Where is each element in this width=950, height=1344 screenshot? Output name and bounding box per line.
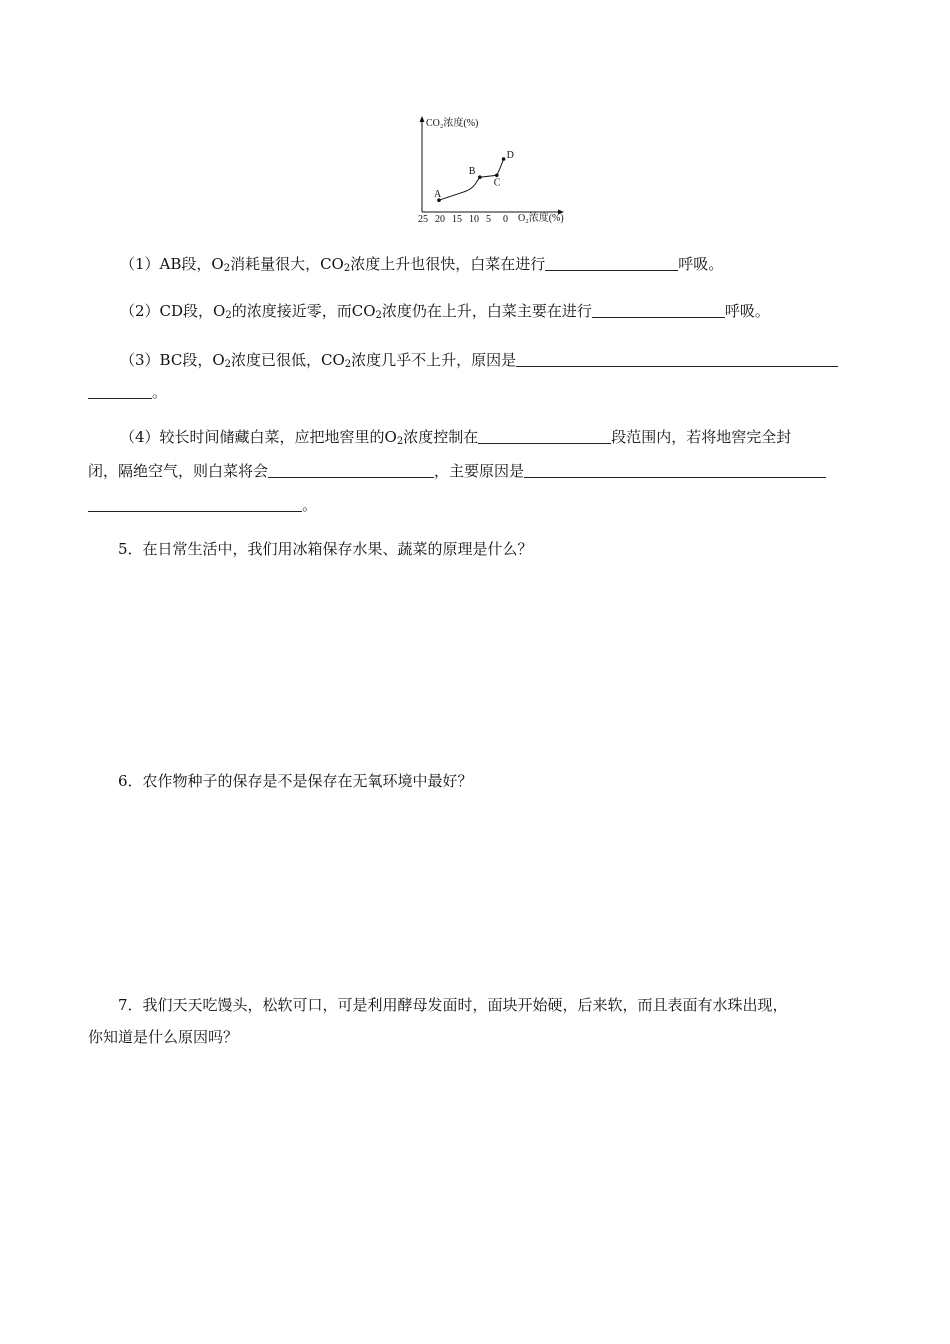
x-tick-label: 10 <box>469 214 479 225</box>
q4-sub3-text-c: 浓度几乎不上升，原因是 <box>351 351 517 369</box>
answer-blank[interactable] <box>88 384 152 399</box>
point-label-A: A <box>434 189 442 201</box>
q4-sub1-text-a: （1）AB段，O <box>120 255 224 273</box>
q4-sub2-text-b: 的浓度接近零，而CO <box>231 302 376 320</box>
q4-sub4-text-c: 段范围内，若将地窖完全封 <box>611 428 792 446</box>
q4-sub4-text-f: 。 <box>302 496 318 514</box>
subscript: 2 <box>343 263 351 274</box>
q4-sub4-text-b: 浓度控制在 <box>403 428 479 446</box>
subscript: 2 <box>344 359 352 370</box>
x-tick-label: 15 <box>452 214 462 225</box>
answer-blank[interactable] <box>478 429 611 444</box>
q4-sub4-text-a: （4）较长时间储藏白菜，应把地窖里的O <box>120 428 397 446</box>
subscript: 2 <box>223 263 231 274</box>
q4-sub1 <box>88 254 868 274</box>
x-tick-label: 0 <box>503 214 508 225</box>
q4-sub1-text-d: 呼吸。 <box>678 255 724 273</box>
q4-sub3-cont <box>88 382 868 402</box>
x-tick-label: 25 <box>418 214 428 225</box>
q4-sub4-line3 <box>88 495 868 515</box>
subscript: 2 <box>396 436 404 447</box>
q4-sub2 <box>88 301 868 321</box>
q4-sub3 <box>88 350 868 370</box>
x-axis-label: O₂浓度(%) <box>518 213 564 224</box>
q4-sub2-text-c: 浓度仍在上升，白菜主要在进行 <box>381 302 592 320</box>
question-5: 5．在日常生活中，我们用冰箱保存水果、蔬菜的原理是什么？ <box>118 540 533 558</box>
answer-blank[interactable] <box>88 497 302 512</box>
data-points <box>434 150 514 202</box>
subscript: 2 <box>224 359 231 370</box>
answer-blank[interactable] <box>268 463 434 478</box>
answer-blank[interactable] <box>592 303 725 318</box>
point-label-C: C <box>493 177 501 189</box>
x-tick-label: 20 <box>435 214 445 225</box>
subscript: 2 <box>225 310 232 321</box>
question-7-line1: 7．我们天天吃馒头，松软可口，可是利用酵母发面时，面块开始硬，后来软，而且表面有水珠出现， <box>118 996 788 1014</box>
answer-blank[interactable] <box>545 256 678 271</box>
answer-blank[interactable] <box>516 352 838 367</box>
data-point-B <box>478 175 482 179</box>
x-tick-label: 5 <box>486 214 491 225</box>
y-axis-label: CO₂浓度(%) <box>426 118 479 129</box>
subscript: 2 <box>375 310 382 321</box>
point-label-D: D <box>506 150 514 161</box>
co2-o2-chart <box>400 108 600 230</box>
q4-sub4-text-e: ，主要原因是 <box>434 462 525 480</box>
q4-sub4-text-d: 闭，隔绝空气，则白菜将会 <box>88 462 269 480</box>
q4-sub1-text-c: 浓度上升也很快，白菜在进行 <box>350 255 546 273</box>
q4-sub4-line2 <box>88 461 868 481</box>
q4-sub1-text-b: 消耗量很大，CO <box>230 255 344 273</box>
q4-sub4 <box>88 427 868 447</box>
point-label-B: B <box>468 166 476 178</box>
q4-sub3-text-d: 。 <box>152 383 168 401</box>
q4-sub2-text-d: 呼吸。 <box>724 302 770 320</box>
q4-sub2-text-a: （2）CD段，O <box>120 302 226 320</box>
q4-sub3-text-b: 浓度已很低，CO <box>231 351 345 369</box>
q4-sub3-text-a: （3）BC段，O <box>120 351 225 369</box>
question-6: 6．农作物种子的保存是不是保存在无氧环境中最好？ <box>118 772 473 790</box>
question-7-line2: 你知道是什么原因吗？ <box>88 1028 239 1046</box>
x-tick-labels <box>418 214 508 225</box>
y-axis-arrow <box>420 116 425 122</box>
answer-blank[interactable] <box>524 463 826 478</box>
data-point-D <box>502 157 506 161</box>
